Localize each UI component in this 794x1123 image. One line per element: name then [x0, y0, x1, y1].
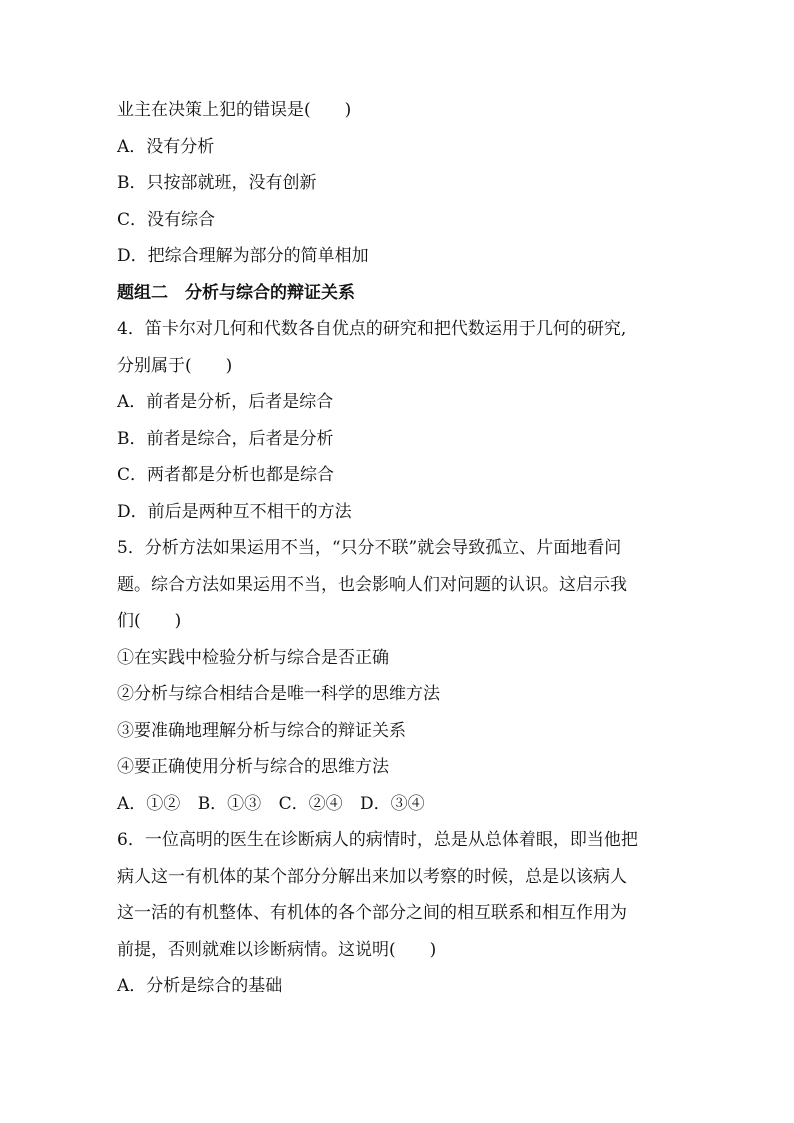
q5-option-b: B．①③: [197, 793, 262, 814]
q3-option-d: D．把综合理解为部分的简单相加: [117, 246, 369, 266]
q6-stem-line1: 6．一位高明的医生在诊断病人的病情时，总是从总体着眼，即当他把: [117, 830, 638, 850]
q5-statement-1: ①在实践中检验分析与综合是否正确: [117, 647, 389, 668]
q5-stem-line1: 5．分析方法如果运用不当，“只分不联”就会导致孤立、片面地看问: [117, 538, 622, 558]
q4-option-c: C．两者都是分析也都是综合: [117, 465, 335, 485]
q3-option-a: A．没有分析: [117, 136, 215, 157]
q6-stem-line3: 这一活的有机整体、有机体的各个部分之间的相互联系和相互作用为: [117, 903, 627, 923]
q3-option-c: C．没有综合: [117, 209, 216, 230]
q5-options: [117, 786, 687, 823]
q5-option-d: D．③④: [360, 793, 425, 814]
q4-stem-line2: 分别属于( ): [117, 355, 233, 376]
document-page: [117, 92, 687, 1005]
q5-stem-line2: 题。综合方法如果运用不当，也会影响人们对问题的认识。这启示我: [117, 574, 627, 595]
q6-option-a: A．分析是综合的基础: [117, 976, 283, 996]
q4-stem-line1: 4．笛卡尔对几何和代数各自优点的研究和把代数运用于几何的研究,: [117, 319, 627, 339]
q6-stem-line2: 病人这一有机体的某个部分分解出来加以考察的时候，总是以该病人: [117, 866, 627, 887]
q4-option-d: D．前后是两种互不相干的方法: [117, 501, 352, 522]
q5-statement-4: ④要正确使用分析与综合的思维方法: [117, 757, 389, 777]
q5-option-a: A．①②: [117, 793, 181, 814]
q3-stem: 业主在决策上犯的错误是( ): [117, 100, 352, 120]
q4-option-b: B．前者是综合，后者是分析: [117, 428, 334, 449]
q6-stem-line4: 前提，否则就难以诊断病情。这说明( ): [117, 939, 437, 960]
section-title: 题组二 分析与综合的辩证关系: [117, 282, 355, 303]
q4-option-a: A．前者是分析，后者是综合: [117, 392, 334, 412]
q3-option-b: B．只按部就班，没有创新: [117, 173, 317, 193]
q5-statement-3: ③要准确地理解分析与综合的辩证关系: [117, 720, 406, 741]
q5-statement-2: ②分析与综合相结合是唯一科学的思维方法: [117, 684, 440, 704]
q5-stem-line3: 们( ): [117, 611, 182, 631]
q5-option-c: C．②④: [278, 793, 343, 814]
